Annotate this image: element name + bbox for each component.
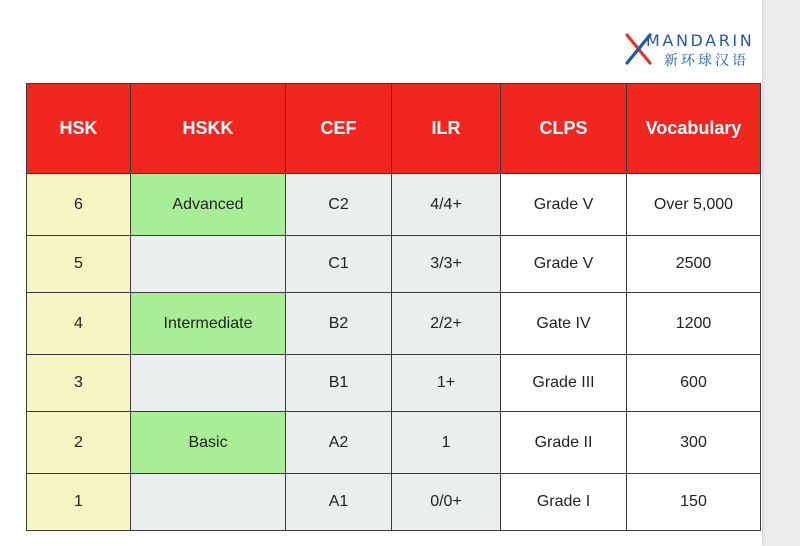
- cell-vocabulary: 300: [627, 412, 761, 474]
- cell-vocabulary: 150: [627, 474, 761, 531]
- cell-cef: B2: [286, 293, 392, 355]
- cell-ilr: 3/3+: [392, 236, 501, 293]
- cell-clps: Grade I: [501, 474, 627, 531]
- cell-cef: A1: [286, 474, 392, 531]
- cell-cef: A2: [286, 412, 392, 474]
- cell-cef: B1: [286, 355, 392, 412]
- cell-cef: C2: [286, 174, 392, 236]
- cell-vocabulary: 2500: [627, 236, 761, 293]
- cell-vocabulary: 1200: [627, 293, 761, 355]
- header-hskk: HSKK: [131, 84, 286, 174]
- header-clps: CLPS: [501, 84, 627, 174]
- cell-hskk: Intermediate: [131, 293, 286, 355]
- cell-clps: Grade III: [501, 355, 627, 412]
- cell-hskk: [131, 355, 286, 412]
- cell-ilr: 2/2+: [392, 293, 501, 355]
- cell-hskk: Advanced: [131, 174, 286, 236]
- table-row: [27, 174, 761, 236]
- cell-vocabulary: 600: [627, 355, 761, 412]
- cell-ilr: 4/4+: [392, 174, 501, 236]
- cell-cef: C1: [286, 236, 392, 293]
- header-ilr: ILR: [392, 84, 501, 174]
- cell-vocabulary: Over 5,000: [627, 174, 761, 236]
- table-row: [27, 474, 761, 531]
- table-row: [27, 412, 761, 474]
- mandarin-logo: [624, 28, 764, 72]
- table-header-row: [27, 84, 761, 174]
- table-row: [27, 355, 761, 412]
- cell-ilr: 1: [392, 412, 501, 474]
- table-row: [27, 293, 761, 355]
- cell-clps: Grade V: [501, 236, 627, 293]
- cell-hsk: 1: [27, 474, 131, 531]
- proficiency-comparison-table: [26, 83, 761, 531]
- cell-clps: Grade II: [501, 412, 627, 474]
- logo-chinese-text: 新环球汉语: [664, 53, 749, 69]
- header-hsk: HSK: [27, 84, 131, 174]
- header-cef: CEF: [286, 84, 392, 174]
- cell-hsk: 5: [27, 236, 131, 293]
- cell-hsk: 4: [27, 293, 131, 355]
- cell-hskk: [131, 474, 286, 531]
- table-row: [27, 236, 761, 293]
- header-vocabulary: Vocabulary: [627, 84, 761, 174]
- cell-hskk: [131, 236, 286, 293]
- cell-clps: Gate IV: [501, 293, 627, 355]
- logo-wordmark: MANDARIN: [646, 31, 755, 50]
- cell-ilr: 1+: [392, 355, 501, 412]
- cell-hsk: 6: [27, 174, 131, 236]
- cell-hsk: 3: [27, 355, 131, 412]
- cell-clps: Grade V: [501, 174, 627, 236]
- cell-hsk: 2: [27, 412, 131, 474]
- cell-ilr: 0/0+: [392, 474, 501, 531]
- cell-hskk: Basic: [131, 412, 286, 474]
